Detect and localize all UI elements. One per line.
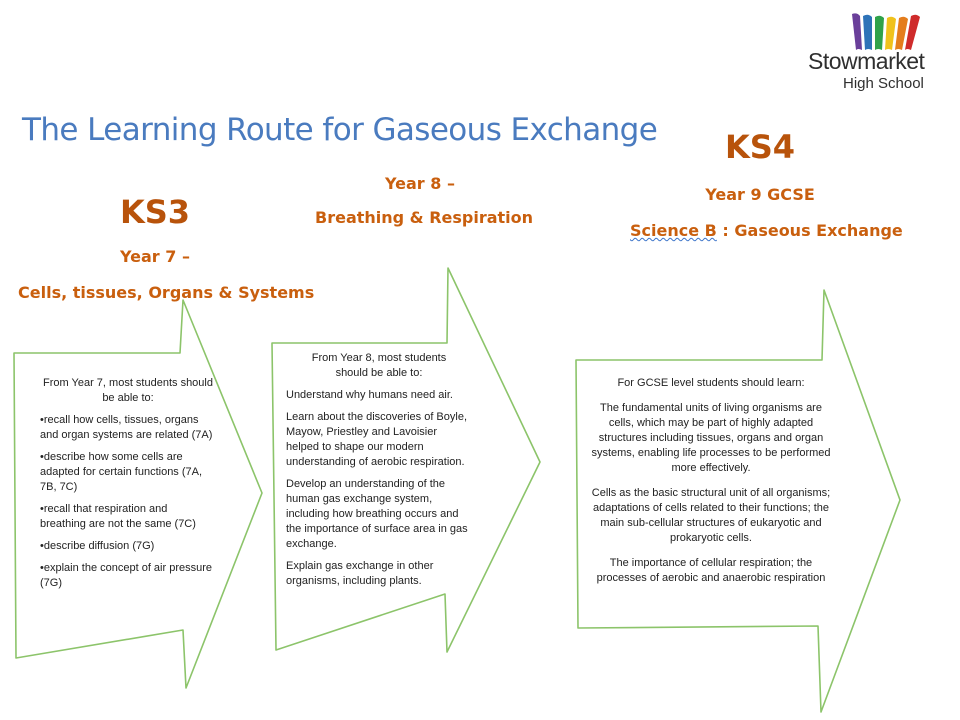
year8-point: Develop an understanding of the human gas exchange system, including how breathing occurs and the importance of surface area in gas exchange. <box>286 478 468 550</box>
ks3-point: •recall that respiration and breathing are not the same (7C) <box>40 503 196 530</box>
logo-subtitle: High School <box>843 75 924 92</box>
ks3-year: Year 7 – <box>120 247 190 266</box>
year8-point: Explain gas exchange in other organisms, including plants. <box>286 560 434 587</box>
ks4-year: Year 9 GCSE <box>705 185 815 204</box>
ks3-intro: From Year 7, most students should be able to: <box>43 377 213 404</box>
ks4-point: Cells as the basic structural unit of all organisms; adaptations of cells related to their functions; the main sub-cellular structures of eukaryotic and prokaryotic cells. <box>591 487 831 544</box>
ks3-topic: Cells, tissues, Organs & Systems <box>18 283 315 302</box>
ks4-intro: For GCSE level students should learn: <box>617 377 805 389</box>
year8-point: Understand why humans need air. <box>286 389 453 401</box>
year8-year: Year 8 – <box>385 174 455 193</box>
ks4-point: The importance of cellular respiration; the processes of aerobic and anaerobic respiration <box>596 557 826 584</box>
ks4-topic-suffix: : Gaseous Exchange <box>716 221 903 240</box>
logo-name: Stowmarket <box>808 48 925 74</box>
ks3-point: •describe how some cells are adapted for certain functions (7A, 7B, 7C) <box>40 451 203 493</box>
ks4-content <box>586 376 836 593</box>
ks3-content <box>40 376 216 598</box>
year8-point: Learn about the discoveries of Boyle, Mayow, Priestley and Lavoisier helped to shape our modern understanding of aerobic respiration. <box>286 411 468 468</box>
ks4-point: The fundamental units of living organisms are cells, which may be part of highly adapted structures including tissues, organs and organ systems, enabling life processes to be performed more effectively. <box>591 402 831 474</box>
page-title: The Learning Route for Gaseous Exchange <box>22 112 658 148</box>
year8-content <box>286 351 472 596</box>
ks4-topic-prefix: Science B <box>630 221 717 240</box>
ks3-point: •explain the concept of air pressure (7G) <box>40 562 213 589</box>
ks3-point: •describe diffusion (7G) <box>40 540 155 552</box>
ks3-heading: KS3 <box>119 193 191 231</box>
ks3-point: •recall how cells, tissues, organs and organ systems are related (7A) <box>40 414 213 441</box>
ks4-heading: KS4 <box>724 128 796 166</box>
year8-topic: Breathing & Respiration <box>315 208 534 227</box>
ks4-topic <box>630 221 903 240</box>
year8-intro: From Year 8, most students should be able to: <box>311 352 447 379</box>
